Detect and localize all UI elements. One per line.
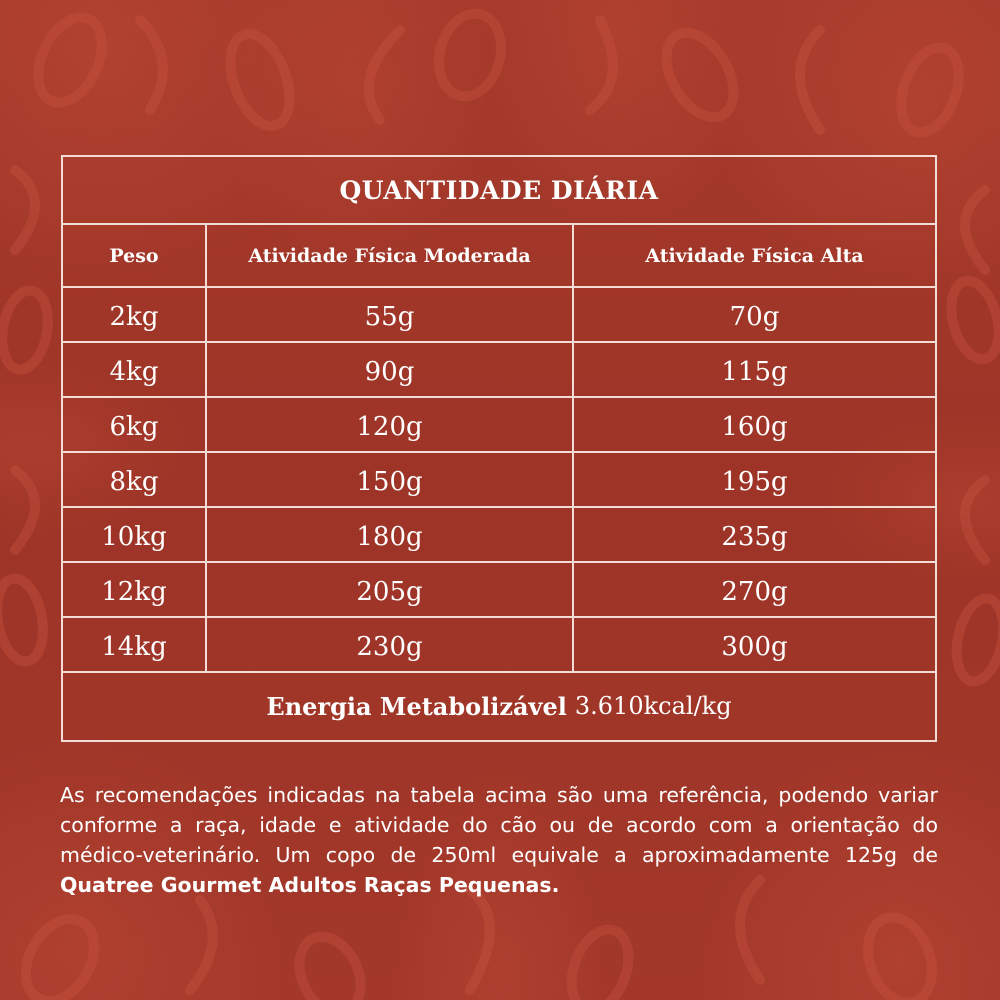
cell-weight: 6kg: [63, 398, 207, 451]
header-moderate-activity: Atividade Física Moderada: [207, 225, 574, 286]
cell-moderate: 180g: [207, 508, 574, 561]
table-row: [63, 453, 935, 508]
cell-high: 70g: [729, 301, 780, 332]
table-row: [63, 563, 935, 618]
note-product-name: Quatree Gourmet Adultos Raças Pequenas.: [60, 873, 560, 897]
cell-high: 115g: [721, 356, 788, 387]
table-header-row: [63, 225, 935, 288]
table-row: [63, 398, 935, 453]
cell-high: 300g: [721, 631, 788, 662]
table-row: [63, 618, 935, 673]
table-title: QUANTIDADE DIÁRIA: [63, 157, 935, 225]
cell-moderate: 230g: [207, 618, 574, 671]
table-row: [63, 288, 935, 343]
cell-high: 270g: [721, 576, 788, 607]
header-weight: Peso: [63, 225, 207, 286]
note-text: As recomendações indicadas na tabela acima são uma referência, podendo variar conforme a raça, idade e atividade do cão ou de acordo com a orientação do médico-veterinário. Um copo de 250ml equivale a aproximadamente 125g de: [60, 783, 938, 867]
daily-quantity-table: [61, 155, 937, 742]
cell-weight: 2kg: [63, 288, 207, 341]
header-high-activity: Atividade Física Alta: [645, 244, 864, 267]
cell-weight: 4kg: [63, 343, 207, 396]
cell-moderate: 150g: [207, 453, 574, 506]
cell-high: 160g: [721, 411, 788, 442]
cell-high: 195g: [721, 466, 788, 497]
energy-label: Energia Metabolizável: [266, 691, 567, 721]
cell-weight: 10kg: [63, 508, 207, 561]
cell-weight: 8kg: [63, 453, 207, 506]
cell-weight: 14kg: [63, 618, 207, 671]
cell-moderate: 90g: [207, 343, 574, 396]
table-row: [63, 343, 935, 398]
cell-weight: 12kg: [63, 563, 207, 616]
cell-moderate: 205g: [207, 563, 574, 616]
energy-value: 3.610kcal/kg: [574, 692, 732, 720]
cell-moderate: 120g: [207, 398, 574, 451]
energy-footer: [63, 673, 935, 739]
cell-high: 235g: [721, 521, 788, 552]
table-row: [63, 508, 935, 563]
recommendation-note: [60, 780, 938, 900]
cell-moderate: 55g: [207, 288, 574, 341]
